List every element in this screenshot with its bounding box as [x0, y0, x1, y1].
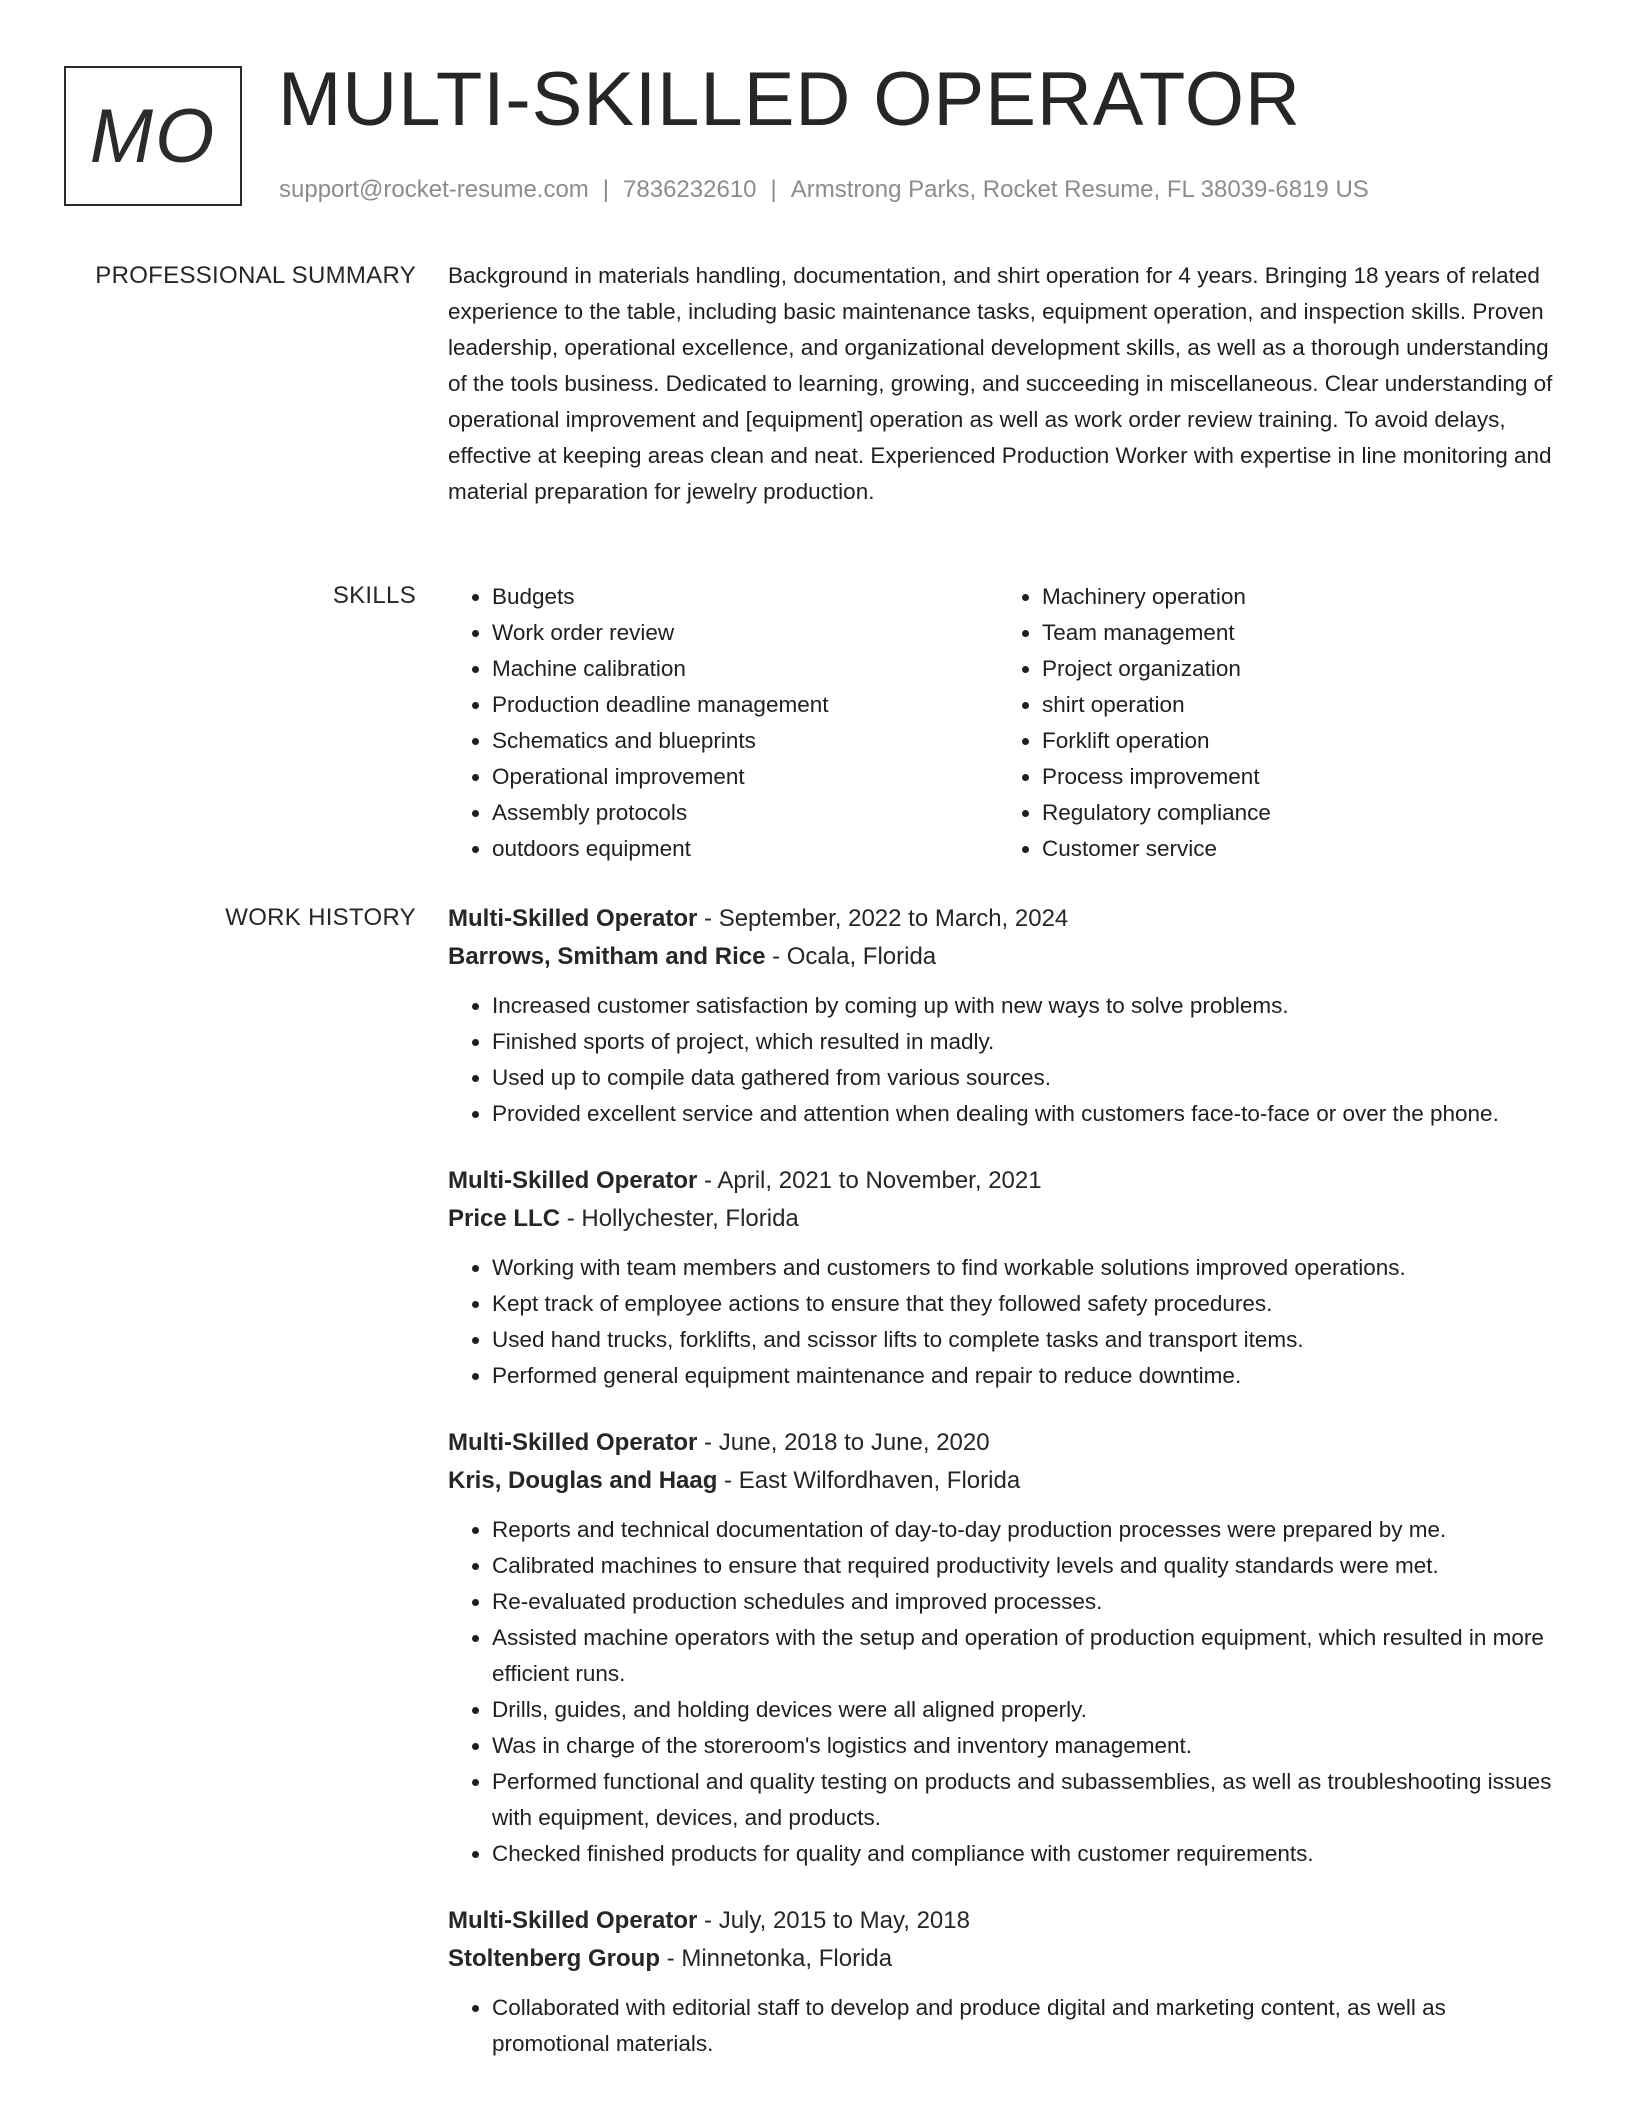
- job-bullet: • Drills, guides, and holding devices were all aligned properly.: [492, 1692, 1568, 1728]
- job-title-line: [448, 900, 1568, 938]
- job-title-line: [448, 1902, 1568, 1940]
- job-company: Kris, Douglas and Haag: [448, 1467, 718, 1494]
- job-bullet: • Finished sports of project, which resulted in madly.: [492, 1024, 1568, 1060]
- job-bullets: [448, 1512, 1568, 1872]
- job-bullets: [448, 1990, 1568, 2062]
- skill-item: • Operational improvement: [492, 759, 998, 795]
- job-location: - Minnetonka, Florida: [660, 1945, 893, 1972]
- job-location: - East Wilfordhaven, Florida: [717, 1467, 1021, 1494]
- skills-column-left: [448, 579, 998, 867]
- skills-heading: SKILLS: [332, 582, 416, 609]
- job-bullet: • Performed functional and quality testing on products and subassemblies, as well as troubleshooting issues with equipment, devices, and products.: [492, 1764, 1568, 1836]
- contact-separator: |: [770, 176, 777, 203]
- job-role: Multi-Skilled Operator: [448, 1167, 698, 1194]
- job-bullets: [448, 1250, 1568, 1394]
- skill-item: • shirt operation: [1042, 687, 1548, 723]
- job-bullet: • Increased customer satisfaction by coming up with new ways to solve problems.: [492, 988, 1568, 1024]
- skill-item: • Budgets: [492, 579, 998, 615]
- skills-list-left: [448, 579, 998, 867]
- job-bullet: • Performed general equipment maintenance and repair to reduce downtime.: [492, 1358, 1568, 1394]
- job-bullet: • Kept track of employee actions to ensure that they followed safety procedures.: [492, 1286, 1568, 1322]
- summary-heading: PROFESSIONAL SUMMARY: [95, 262, 416, 289]
- skill-item: • Team management: [1042, 615, 1548, 651]
- summary-body: [448, 258, 1568, 510]
- job-entry: [448, 1902, 1568, 2062]
- job-bullet: • Working with team members and customers to find workable solutions improved operations.: [492, 1250, 1568, 1286]
- job-role: Multi-Skilled Operator: [448, 1907, 698, 1934]
- job-company-line: [448, 938, 1568, 976]
- summary-text: Background in materials handling, documentation, and shirt operation for 4 years. Bringing 18 years of related experience to the table, including basic maintenance tasks, equipment operation, and inspection skills. Proven leadership, operational excellence, and organizational development skills, as well as a thorough understanding of the tools business. Dedicated to learning, growing, and succeeding in miscellaneous. Clear understanding of operational improvement and [equipment] operation as well as work order review training. To avoid delays, effective at keeping areas clean and neat. Experienced Production Worker with expertise in line monitoring and material preparation for jewelry production.: [448, 263, 1553, 504]
- skill-item: • Assembly protocols: [492, 795, 998, 831]
- job-bullets: [448, 988, 1568, 1132]
- contact-email: support@rocket-resume.com: [279, 176, 589, 203]
- skills-columns: [448, 579, 1568, 867]
- job-company-line: [448, 1462, 1568, 1500]
- work-history-heading: WORK HISTORY: [225, 904, 416, 931]
- job-company-line: [448, 1940, 1568, 1978]
- skills-list-right: [998, 579, 1548, 867]
- contact-phone: 7836232610: [623, 176, 757, 203]
- skill-item: • Process improvement: [1042, 759, 1548, 795]
- job-bullet: • Collaborated with editorial staff to develop and produce digital and marketing content, as well as promotional materials.: [492, 1990, 1568, 2062]
- skill-item: • Work order review: [492, 615, 998, 651]
- contact-line: [279, 176, 1369, 204]
- job-company-line: [448, 1200, 1568, 1238]
- job-bullet: • Was in charge of the storeroom's logistics and inventory management.: [492, 1728, 1568, 1764]
- job-company: Price LLC: [448, 1205, 561, 1232]
- monogram-initials: MO: [89, 93, 217, 179]
- job-dates: - July, 2015 to May, 2018: [697, 1907, 970, 1934]
- job-company: Stoltenberg Group: [448, 1945, 660, 1972]
- job-dates: - June, 2018 to June, 2020: [697, 1429, 990, 1456]
- job-location: - Hollychester, Florida: [560, 1205, 799, 1232]
- skill-item: • Forklift operation: [1042, 723, 1548, 759]
- skills-column-right: [998, 579, 1548, 867]
- work-history-body: [448, 900, 1568, 2092]
- skill-item: • Project organization: [1042, 651, 1548, 687]
- contact-separator: |: [602, 176, 610, 203]
- job-bullet: • Used up to compile data gathered from various sources.: [492, 1060, 1568, 1096]
- job-dates: - September, 2022 to March, 2024: [697, 905, 1069, 932]
- contact-address: Armstrong Parks, Rocket Resume, FL 38039-6819 US: [790, 176, 1369, 203]
- job-entry: [448, 900, 1568, 1132]
- job-title-line: [448, 1162, 1568, 1200]
- job-company: Barrows, Smitham and Rice: [448, 943, 766, 970]
- skill-item: • Customer service: [1042, 831, 1548, 867]
- job-bullet: • Re-evaluated production schedules and improved processes.: [492, 1584, 1568, 1620]
- job-entry: [448, 1162, 1568, 1394]
- skill-item: • Production deadline management: [492, 687, 998, 723]
- job-dates: - April, 2021 to November, 2021: [697, 1167, 1042, 1194]
- job-title-line: [448, 1424, 1568, 1462]
- job-bullet: • Checked finished products for quality and compliance with customer requirements.: [492, 1836, 1568, 1872]
- job-bullet: • Reports and technical documentation of day-to-day production processes were prepared by me.: [492, 1512, 1568, 1548]
- skill-item: • Machine calibration: [492, 651, 998, 687]
- job-bullet: • Assisted machine operators with the setup and operation of production equipment, which resulted in more efficient runs.: [492, 1620, 1568, 1692]
- skill-item: • Regulatory compliance: [1042, 795, 1548, 831]
- job-role: Multi-Skilled Operator: [448, 905, 698, 932]
- job-location: - Ocala, Florida: [765, 943, 937, 970]
- job-role: Multi-Skilled Operator: [448, 1429, 698, 1456]
- job-entry: [448, 1424, 1568, 1872]
- skill-item: • Machinery operation: [1042, 579, 1548, 615]
- skill-item: • Schematics and blueprints: [492, 723, 998, 759]
- job-bullet: • Calibrated machines to ensure that required productivity levels and quality standards were met.: [492, 1548, 1568, 1584]
- resume-name: MULTI-SKILLED OPERATOR: [278, 57, 1301, 142]
- skills-body: [448, 579, 1568, 867]
- skill-item: • outdoors equipment: [492, 831, 998, 867]
- job-bullet: • Provided excellent service and attention when dealing with customers face-to-face or over the phone.: [492, 1096, 1568, 1132]
- monogram-box: [64, 66, 242, 206]
- job-bullet: • Used hand trucks, forklifts, and scissor lifts to complete tasks and transport items.: [492, 1322, 1568, 1358]
